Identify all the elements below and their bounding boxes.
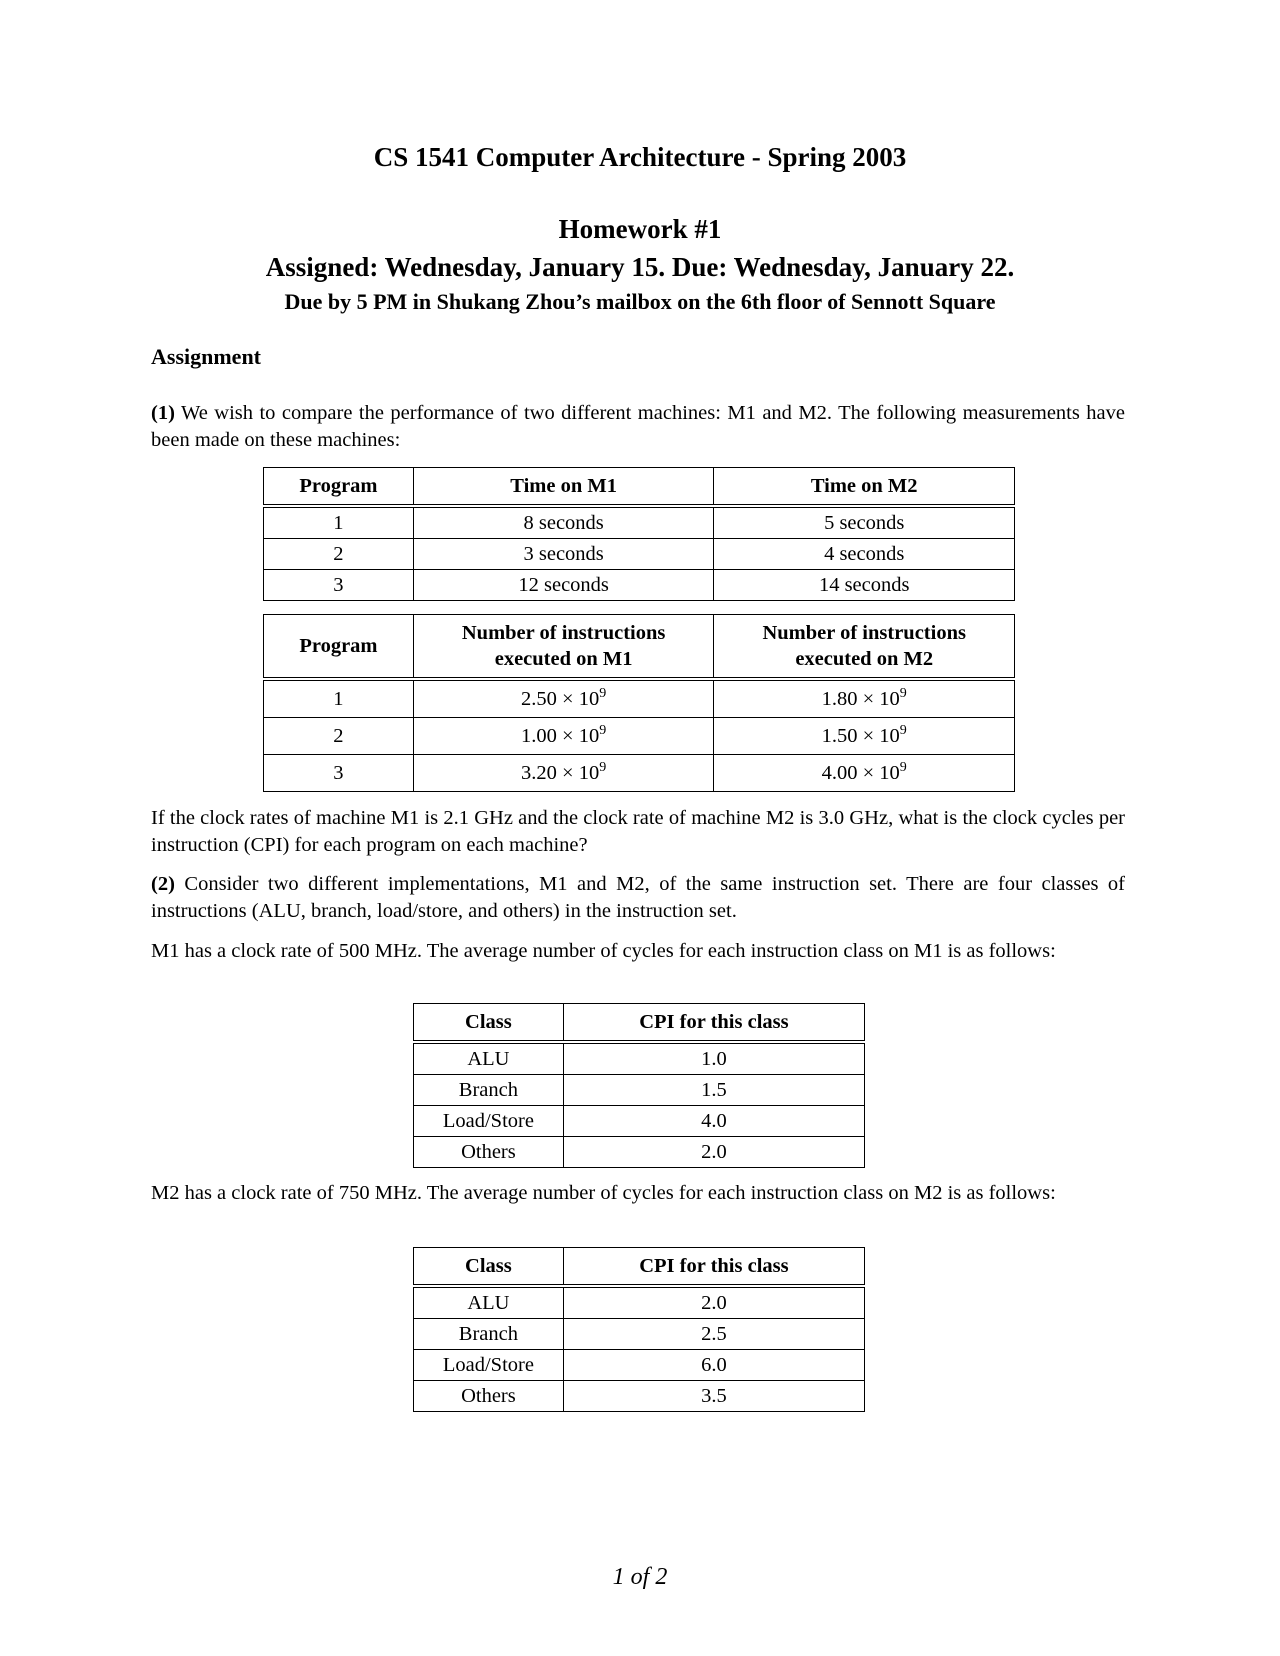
question-2-intro [151,871,1125,925]
header-line: Number of instructions [762,622,966,644]
program-cell: 2 [264,718,414,755]
m1-description: M1 has a clock rate of 500 MHz. The average number of cycles for each instruction class on M1 is as follows: [151,940,1056,962]
instructions-m2-cell [714,679,1015,718]
instructions-m1-cell [413,755,714,792]
section-heading: Assignment [151,344,262,369]
instructions-m2-cell [714,718,1015,755]
exponent: 9 [899,759,907,775]
class-cell: Branch [414,1319,564,1350]
m2-cpi-table [413,1247,865,1412]
class-cell: Others [414,1137,564,1168]
cpi-cell: 2.5 [563,1319,864,1350]
class-cell: Load/Store [414,1350,564,1381]
table-row [264,570,1015,601]
header-line: executed on M2 [795,648,934,670]
class-cell: Others [414,1381,564,1412]
cpi-cell: 4.0 [563,1106,864,1137]
column-header-time-m1: Time on M1 [413,468,714,507]
class-cell: Load/Store [414,1106,564,1137]
column-header-program: Program [264,468,414,507]
table-row [264,755,1015,792]
course-title: CS 1541 Computer Architecture - Spring 2003 [373,142,907,172]
instructions-m1-cell [413,718,714,755]
time-m2-cell: 4 seconds [714,539,1015,570]
class-cell: ALU [414,1286,564,1319]
due-location-note: Due by 5 PM in Shukang Zhou’s mailbox on the 6th floor of Sennott Square [284,289,996,314]
exponent: 9 [599,759,607,775]
exponent: 9 [899,685,907,701]
program-cell: 3 [264,570,414,601]
question-2-text: Consider two different implementations, M1 and M2, of the same instruction set. There are four classes of instructions (ALU, branch, load/store, and others) in the instruction set. [151,873,1125,922]
exponent: 9 [899,722,907,738]
mantissa: 1.00 × 10 [521,724,600,747]
table-row [264,506,1015,539]
time-m2-cell: 5 seconds [714,506,1015,539]
column-header-class: Class [414,1248,564,1287]
cpi-cell: 3.5 [563,1381,864,1412]
table-row [414,1381,865,1412]
column-header-cpi: CPI for this class [563,1004,864,1043]
cpi-cell: 2.0 [563,1286,864,1319]
table-header-row [414,1248,865,1287]
mantissa: 4.00 × 10 [821,761,900,784]
page-number: 1 of 2 [612,1564,668,1590]
mantissa: 1.50 × 10 [821,724,900,747]
table-row [414,1350,865,1381]
mantissa: 3.20 × 10 [521,761,600,784]
table-header-row [264,468,1015,507]
class-cell: Branch [414,1075,564,1106]
table-row [414,1075,865,1106]
program-cell: 1 [264,679,414,718]
header-line: executed on M1 [494,648,633,670]
question-1-text: We wish to compare the performance of two different machines: M1 and M2. The following measurements have been made on these machines: [151,402,1125,451]
question-1-question: If the clock rates of machine M1 is 2.1 GHz and the clock rate of machine M2 is 3.0 GHz, what is the clock cycles per instruction (CPI) for each program on each machine? [151,807,1125,856]
assigned-due-dates: Assigned: Wednesday, January 15. Due: Wednesday, January 22. [265,252,1015,282]
instructions-m1-cell [413,679,714,718]
question-1-number: (1) [151,402,175,424]
table-row [264,718,1015,755]
column-header-program: Program [264,615,414,680]
mantissa: 2.50 × 10 [521,687,600,710]
mantissa: 1.80 × 10 [821,687,900,710]
header-line: Number of instructions [461,622,666,644]
exponent: 9 [599,722,607,738]
table-row [264,539,1015,570]
instruction-count-table [263,614,1015,792]
table-row [414,1319,865,1350]
m2-description: M2 has a clock rate of 750 MHz. The average number of cycles for each instruction class on M2 is as follows: [151,1182,1056,1204]
column-header-instructions-m2 [714,615,1015,680]
time-m1-cell: 3 seconds [413,539,714,570]
class-cell: ALU [414,1042,564,1075]
column-header-time-m2: Time on M2 [714,468,1015,507]
table-row [414,1286,865,1319]
cpi-cell: 1.5 [563,1075,864,1106]
column-header-instructions-m1 [413,615,714,680]
exponent: 9 [599,685,607,701]
program-cell: 1 [264,506,414,539]
table-row [414,1106,865,1137]
time-m1-cell: 8 seconds [413,506,714,539]
table-row [414,1137,865,1168]
cpi-cell: 2.0 [563,1137,864,1168]
table-row [264,679,1015,718]
m1-cpi-table [413,1003,865,1168]
question-2-number: (2) [151,873,175,895]
cpi-cell: 1.0 [563,1042,864,1075]
column-header-cpi: CPI for this class [563,1248,864,1287]
column-header-class: Class [414,1004,564,1043]
table-header-row [264,615,1015,680]
instructions-m2-cell [714,755,1015,792]
table-header-row [414,1004,865,1043]
question-1-intro [151,400,1125,454]
homework-title: Homework #1 [558,214,722,244]
time-m2-cell: 14 seconds [714,570,1015,601]
cpi-cell: 6.0 [563,1350,864,1381]
execution-time-table [263,467,1015,601]
time-m1-cell: 12 seconds [413,570,714,601]
program-cell: 3 [264,755,414,792]
table-row [414,1042,865,1075]
program-cell: 2 [264,539,414,570]
